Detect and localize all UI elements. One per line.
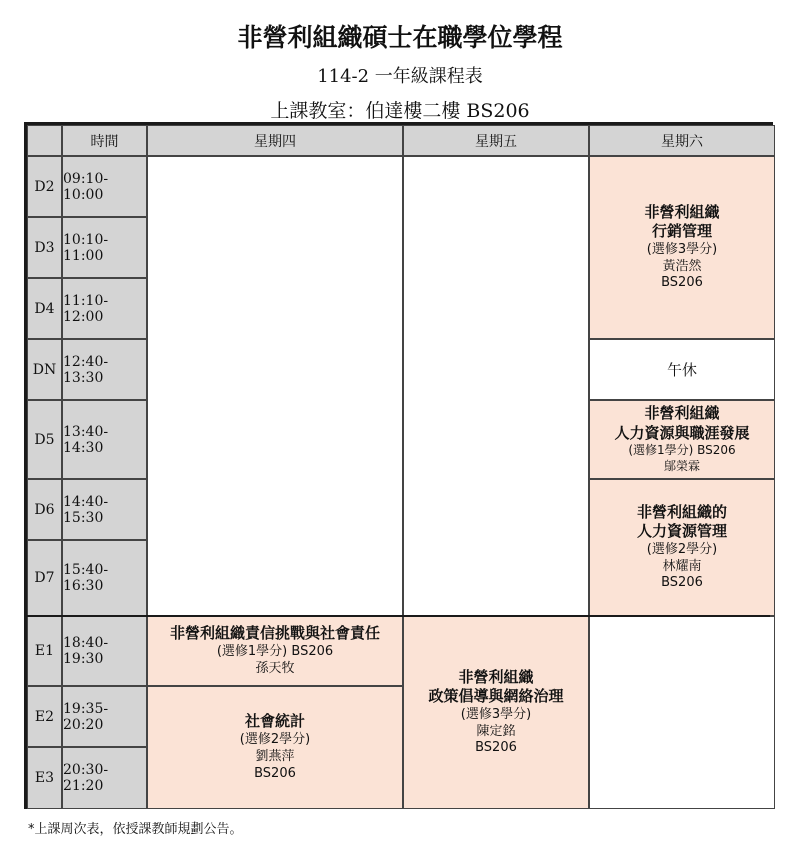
period-time: 10:10-11:00 (62, 217, 147, 278)
period-time: 13:40-14:30 (62, 400, 147, 479)
period-time: 09:10-10:00 (62, 156, 147, 217)
period-code: D5 (27, 400, 62, 479)
thursday-day-empty (147, 156, 403, 616)
period-time: 18:40-19:30 (62, 616, 147, 686)
course-credit: (選修3學分) (646, 241, 718, 257)
period-code: D6 (27, 479, 62, 540)
course-credit: (選修2學分) (646, 541, 718, 557)
course-teacher: 黃浩然 (662, 258, 702, 274)
course-name: 政策倡導與網絡治理 (428, 687, 564, 706)
header-saturday: 星期六 (589, 125, 775, 156)
classroom-info: 上課教室：伯達樓二樓 BS206 (270, 100, 530, 122)
course-social-statistics (147, 686, 403, 809)
period-code: D4 (27, 278, 62, 339)
timetable (24, 122, 773, 809)
period-code: DN (27, 339, 62, 400)
course-credit: (選修1學分) BS206 (216, 643, 334, 659)
period-time: 20:30-21:20 (62, 747, 147, 809)
course-name: 人力資源與職涯發展 (614, 423, 750, 442)
header-blank (27, 125, 62, 156)
course-room: BS206 (254, 765, 296, 781)
header-time: 時間 (62, 125, 147, 156)
course-name: 人力資源管理 (636, 522, 727, 541)
course-room: BS206 (475, 740, 517, 756)
footnote: *上課周次表，依授課教師規劃公告。 (28, 822, 243, 837)
course-credit: (選修3學分) (460, 706, 532, 722)
course-name: 社會統計 (244, 712, 305, 731)
page-title: 非營利組織碩士在職學位學程 (237, 23, 563, 52)
period-code: D3 (27, 217, 62, 278)
day-evening-divider (27, 615, 770, 617)
period-time: 14:40-15:30 (62, 479, 147, 540)
schedule-subtitle: 114-2 一年級課程表 (317, 66, 483, 87)
course-nonprofit-marketing (589, 156, 775, 339)
period-time: 12:40-13:30 (62, 339, 147, 400)
period-code: E1 (27, 616, 62, 686)
lunch-break: 午休 (589, 339, 775, 400)
period-code: E2 (27, 686, 62, 747)
period-time: 11:10-12:00 (62, 278, 147, 339)
course-hr-management (589, 479, 775, 616)
course-policy-advocacy (403, 616, 589, 809)
course-teacher: 陳定銘 (476, 723, 516, 739)
course-credit: (選修1學分) BS206 (628, 443, 736, 458)
course-teacher: 孫天牧 (255, 660, 295, 676)
period-code: D2 (27, 156, 62, 217)
period-time: 15:40-16:30 (62, 540, 147, 616)
friday-day-empty (403, 156, 589, 616)
course-accountability (147, 616, 403, 686)
course-name: 非營利組織 (458, 667, 534, 686)
course-credit: (選修2學分) (239, 731, 311, 747)
period-code: E3 (27, 747, 62, 809)
course-room: BS206 (661, 575, 703, 591)
header-thursday: 星期四 (147, 125, 403, 156)
course-name: 非營利組織 (644, 202, 720, 221)
course-name: 行銷管理 (651, 222, 712, 241)
period-time: 19:35-20:20 (62, 686, 147, 747)
course-room: BS206 (661, 275, 703, 291)
course-teacher: 劉燕萍 (255, 748, 295, 764)
saturday-evening-empty (589, 616, 775, 809)
course-name: 非營利組織的 (636, 502, 727, 521)
course-teacher: 林耀南 (662, 558, 702, 574)
course-teacher: 鄔榮霖 (663, 459, 700, 473)
course-name: 非營利組織責信挑戰與社會責任 (169, 624, 380, 643)
header-friday: 星期五 (403, 125, 589, 156)
course-name: 非營利組織 (644, 404, 720, 423)
period-code: D7 (27, 540, 62, 616)
course-hr-career (589, 400, 775, 479)
